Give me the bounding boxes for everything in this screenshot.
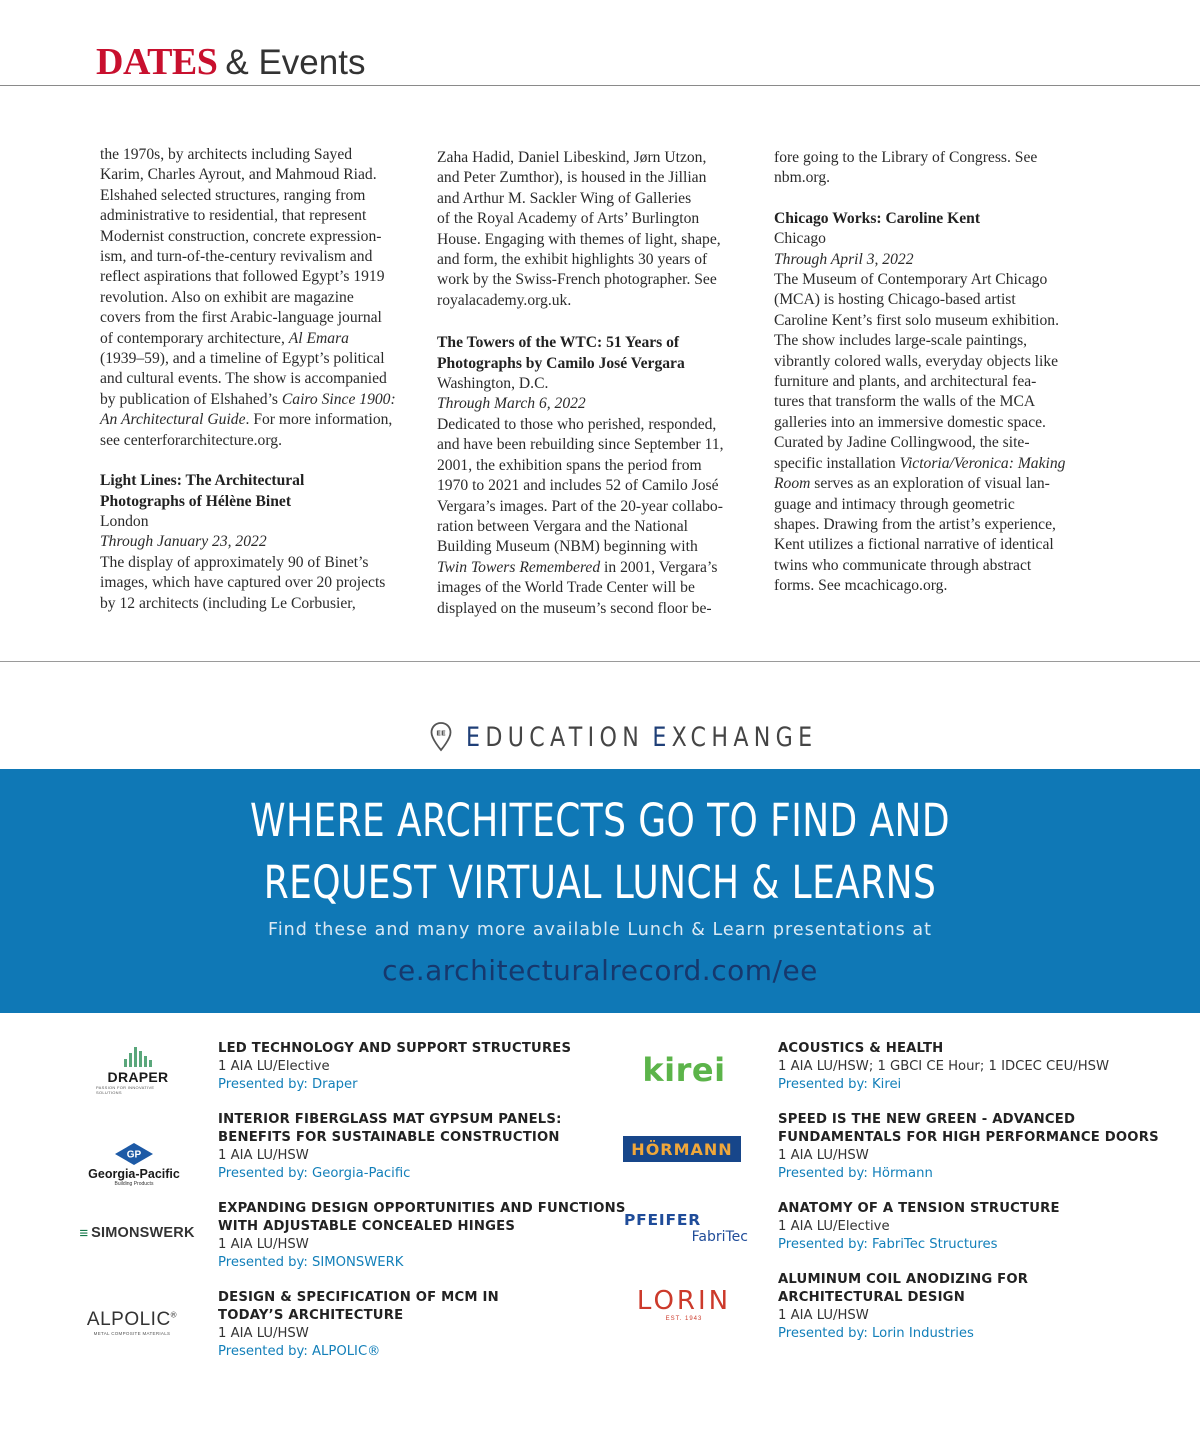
text-line: reflect aspirations that followed Egypt’s 1919 [100, 268, 385, 286]
course-presenter[interactable]: Presented by: SIMONSWERK [218, 1255, 404, 1270]
pin-label: EE [436, 729, 446, 738]
text-line: galleries into an immersive domestic space. [774, 413, 1046, 431]
page-header [96, 40, 365, 84]
text-line [774, 474, 1094, 494]
course-credit: 1 AIA LU/HSW [778, 1148, 869, 1163]
georgia-pacific-logo [84, 1136, 184, 1192]
text-line: 2001, the exhibition spans the period from [437, 456, 702, 474]
text-run: . For more information, [245, 411, 393, 429]
text-line: of the Royal Academy of Arts’ Burlington [437, 210, 700, 228]
text-line: Curated by Jadine Collingwood, the site- [774, 434, 1030, 452]
text-line: Kent utilizes a fictional narrative of identical [774, 536, 1054, 554]
course-presenter[interactable]: Presented by: Draper [218, 1077, 358, 1092]
text-run: of contemporary architecture, [100, 329, 289, 347]
gp-wordmark: Georgia-Pacific [88, 1166, 180, 1181]
course-listing[interactable] [778, 1271, 1028, 1343]
course-presenter[interactable]: Presented by: Hörmann [778, 1166, 933, 1181]
simonswerk-wordmark: SIMONSWERK [91, 1225, 195, 1241]
course-title[interactable]: ARCHITECTURAL DESIGN [778, 1290, 965, 1305]
education-exchange-wordmark: EDUCATION EXCHANGE [466, 721, 818, 753]
course-presenter[interactable]: Presented by: ALPOLIC® [218, 1344, 381, 1359]
banner-subtext: Find these and many more available Lunch & Learn presentations at [268, 920, 932, 940]
lorin-tagline: EST. 1943 [665, 1316, 703, 1322]
course-listing[interactable] [778, 1111, 1159, 1183]
event-dates: Through March 6, 2022 [437, 395, 586, 413]
text-line: nbm.org. [774, 169, 831, 187]
course-title[interactable]: FUNDAMENTALS FOR HIGH PERFORMANCE DOORS [778, 1130, 1159, 1145]
course-title[interactable]: EXPANDING DESIGN OPPORTUNITIES AND FUNCTIONS [218, 1201, 626, 1216]
text-line: tures that transform the walls of the MCA [774, 393, 1036, 411]
alpolic-wordmark: ALPOLIC® [86, 1308, 178, 1330]
text-line: revolution. Also on exhibit are magazine [100, 288, 354, 306]
course-title[interactable]: ANATOMY OF A TENSION STRUCTURE [778, 1201, 1060, 1216]
text-line: images, which have captured over 20 projects [100, 574, 386, 592]
text-line: Vergara’s images. Part of the 20-year collabo- [437, 497, 723, 515]
kirei-logo [636, 1050, 732, 1090]
text-line [100, 329, 415, 349]
banner-heading: REQUEST VIRTUAL LUNCH & LEARNS [263, 856, 937, 909]
course-listing[interactable] [778, 1200, 1060, 1254]
course-title[interactable]: INTERIOR FIBERGLASS MAT GYPSUM PANELS: [218, 1112, 562, 1127]
text-line: and have been rebuilding since September 11, [437, 436, 724, 454]
text-line: by 12 architects (including Le Corbusier, [100, 594, 356, 612]
text-line [437, 558, 755, 578]
text-line: guage and intimacy through geometric [774, 495, 1015, 513]
text-run: by publication of Elshahed’s [100, 390, 282, 408]
text-line: fore going to the Library of Congress. See [774, 149, 1038, 166]
course-presenter[interactable]: Presented by: Georgia-Pacific [218, 1166, 411, 1181]
simonswerk-mark-icon: ≡ [79, 1224, 89, 1242]
course-credit: 1 AIA LU/HSW [778, 1308, 869, 1323]
course-title[interactable]: WITH ADJUSTABLE CONCEALED HINGES [218, 1219, 516, 1234]
text-line: The Museum of Contemporary Art Chicago [774, 271, 1048, 289]
text-run: serves as an exploration of visual lan- [810, 475, 1050, 493]
text-line: The display of approximately 90 of Binet’s [100, 553, 369, 571]
text-line: Caroline Kent’s first solo museum exhibition. [774, 311, 1059, 329]
course-title[interactable]: ALUMINUM COIL ANODIZING FOR [778, 1272, 1029, 1287]
event-title: Photographs of Hélène Binet [100, 492, 292, 510]
event-title: Light Lines: The Architectural [100, 472, 305, 490]
course-credit: 1 AIA LU/HSW [218, 1237, 309, 1252]
course-title[interactable]: ACOUSTICS & HEALTH [778, 1041, 944, 1056]
course-listing[interactable] [218, 1289, 499, 1361]
event-title: Photographs by Camilo José Vergara [437, 354, 685, 372]
text-line: Building Museum (NBM) beginning with [437, 538, 698, 556]
event-dates: Through January 23, 2022 [100, 533, 267, 551]
text-line: Zaha Hadid, Daniel Libeskind, Jørn Utzon, [437, 149, 707, 166]
simonswerk-logo [74, 1222, 200, 1244]
text-line: royalacademy.org.uk. [437, 291, 572, 309]
text-line: covers from the first Arabic-language journal [100, 309, 382, 327]
article-column-2 [437, 148, 755, 619]
pfeifer-fabritec-logo [622, 1210, 750, 1246]
book-title: An Architectural Guide [100, 411, 246, 429]
book-title: Twin Towers Remembered [437, 558, 601, 576]
course-presenter[interactable]: Presented by: Kirei [778, 1077, 902, 1092]
text-line: (1939–59), and a timeline of Egypt’s political [100, 350, 385, 368]
text-line [774, 454, 1094, 474]
book-title: Cairo Since 1900: [281, 390, 396, 408]
course-credit: 1 AIA LU/HSW [218, 1148, 309, 1163]
course-listing[interactable] [218, 1200, 626, 1272]
lorin-wordmark: LORIN [636, 1286, 732, 1316]
course-presenter[interactable]: Presented by: Lorin Industries [778, 1326, 974, 1341]
alpolic-tagline: METAL COMPOSITE MATERIALS [93, 1330, 171, 1336]
course-credit: 1 AIA LU/Elective [778, 1219, 890, 1234]
text-line: and form, the exhibit highlights 30 years of [437, 251, 708, 269]
education-exchange-logo [430, 720, 895, 754]
text-line: images of the World Trade Center will be [437, 579, 695, 597]
course-title[interactable]: LED TECHNOLOGY AND SUPPORT STRUCTURES [218, 1041, 572, 1056]
draper-bars-icon [124, 1047, 152, 1067]
text-line: and Arthur M. Sackler Wing of Galleries [437, 189, 692, 207]
event-city: Washington, D.C. [437, 375, 549, 393]
text-line: and Peter Zumthor), is housed in the Jillian [437, 169, 707, 187]
course-title[interactable]: TODAY’S ARCHITECTURE [218, 1308, 404, 1323]
banner-url-link[interactable]: ce.architecturalrecord.com/ee [382, 954, 818, 987]
text-line: Modernist construction, concrete expression- [100, 227, 382, 245]
text-line: vibrantly colored walls, everyday objects like [774, 352, 1059, 370]
header-divider [0, 85, 1200, 86]
pfeifer-wordmark: PFEIFER [624, 1211, 702, 1229]
text-line: work by the Swiss-French photographer. See [437, 271, 717, 289]
draper-tagline: PASSION FOR INNOVATIVE SOLUTIONS [96, 1085, 155, 1095]
promo-banner [0, 769, 1200, 1013]
article-column-3 [774, 148, 1094, 597]
hormann-logo [623, 1136, 741, 1162]
text-line: Elshahed selected structures, ranging from [100, 186, 366, 204]
course-credit: 1 AIA LU/Elective [218, 1059, 330, 1074]
artwork-title: Room [774, 475, 811, 493]
text-line: shapes. Drawing from the artist’s experience, [774, 515, 1056, 533]
section-title-bold: DATES [96, 41, 218, 83]
article-column-1 [100, 145, 415, 614]
text-run: in 2001, Vergara’s [600, 558, 718, 576]
text-line: 1970 to 2021 and includes 52 of Camilo José [437, 477, 719, 495]
event-dates: Through April 3, 2022 [774, 250, 914, 268]
text-run: specific installation [774, 454, 900, 472]
course-title[interactable]: BENEFITS FOR SUSTAINABLE CONSTRUCTION [218, 1130, 560, 1145]
text-line: the 1970s, by architects including Sayed [100, 146, 353, 163]
text-line: see centerforarchitecture.org. [100, 431, 282, 449]
course-listing[interactable] [218, 1111, 562, 1183]
section-title-rest: & Events [225, 43, 366, 82]
text-line: Karim, Charles Ayrout, and Mahmoud Riad. [100, 166, 377, 184]
text-line: ism, and turn-of-the-century revivalism and [100, 248, 373, 266]
course-presenter[interactable]: Presented by: FabriTec Structures [778, 1237, 998, 1252]
text-line: displayed on the museum’s second floor be- [437, 599, 712, 617]
lorin-logo [630, 1283, 738, 1325]
artwork-title: Victoria/Veronica: Making [899, 454, 1066, 472]
course-credit: 1 AIA LU/HSW [218, 1326, 309, 1341]
text-line: and cultural events. The show is accompanied [100, 370, 387, 388]
text-line: administrative to residential, that represent [100, 207, 367, 225]
gp-mark: GP [126, 1149, 142, 1160]
course-title[interactable]: DESIGN & SPECIFICATION OF MCM IN [218, 1290, 499, 1305]
text-line: twins who communicate through abstract [774, 556, 1032, 574]
text-line: (MCA) is hosting Chicago-based artist [774, 291, 1016, 309]
text-line [100, 410, 415, 430]
event-title: Chicago Works: Caroline Kent [774, 209, 981, 227]
section-divider [0, 661, 1200, 662]
fabritec-wordmark: FabriTec [691, 1229, 748, 1245]
text-line: forms. See mcachicago.org. [774, 577, 948, 595]
draper-wordmark: DRAPER [107, 1069, 169, 1085]
text-line: The show includes large-scale paintings, [774, 332, 1028, 350]
map-pin-icon [430, 722, 452, 752]
course-listing[interactable] [778, 1040, 1109, 1094]
gp-tagline: Building Products [114, 1180, 154, 1187]
text-line: furniture and plants, and architectural fea- [774, 373, 1037, 391]
text-line: Dedicated to those who perished, responded, [437, 415, 717, 433]
alpolic-logo [86, 1306, 178, 1338]
text-line: ration between Vergara and the National [437, 517, 688, 535]
gp-shield-icon [114, 1142, 154, 1166]
course-title[interactable]: SPEED IS THE NEW GREEN - ADVANCED [778, 1112, 1076, 1127]
event-city: Chicago [774, 230, 826, 248]
course-credit: 1 AIA LU/HSW; 1 GBCI CE Hour; 1 IDCEC CEU/HSW [778, 1059, 1110, 1074]
journal-title: Al Emara [288, 329, 349, 347]
kirei-wordmark: kirei [642, 1051, 726, 1089]
hormann-wordmark: HÖRMANN [631, 1139, 733, 1159]
event-city: London [100, 512, 149, 530]
text-line: House. Engaging with themes of light, shape, [437, 230, 721, 248]
banner-heading: WHERE ARCHITECTS GO TO FIND AND [250, 794, 950, 847]
event-title: The Towers of the WTC: 51 Years of [437, 334, 680, 352]
draper-logo [96, 1046, 180, 1096]
course-listing[interactable] [218, 1040, 571, 1094]
text-line [100, 390, 415, 410]
